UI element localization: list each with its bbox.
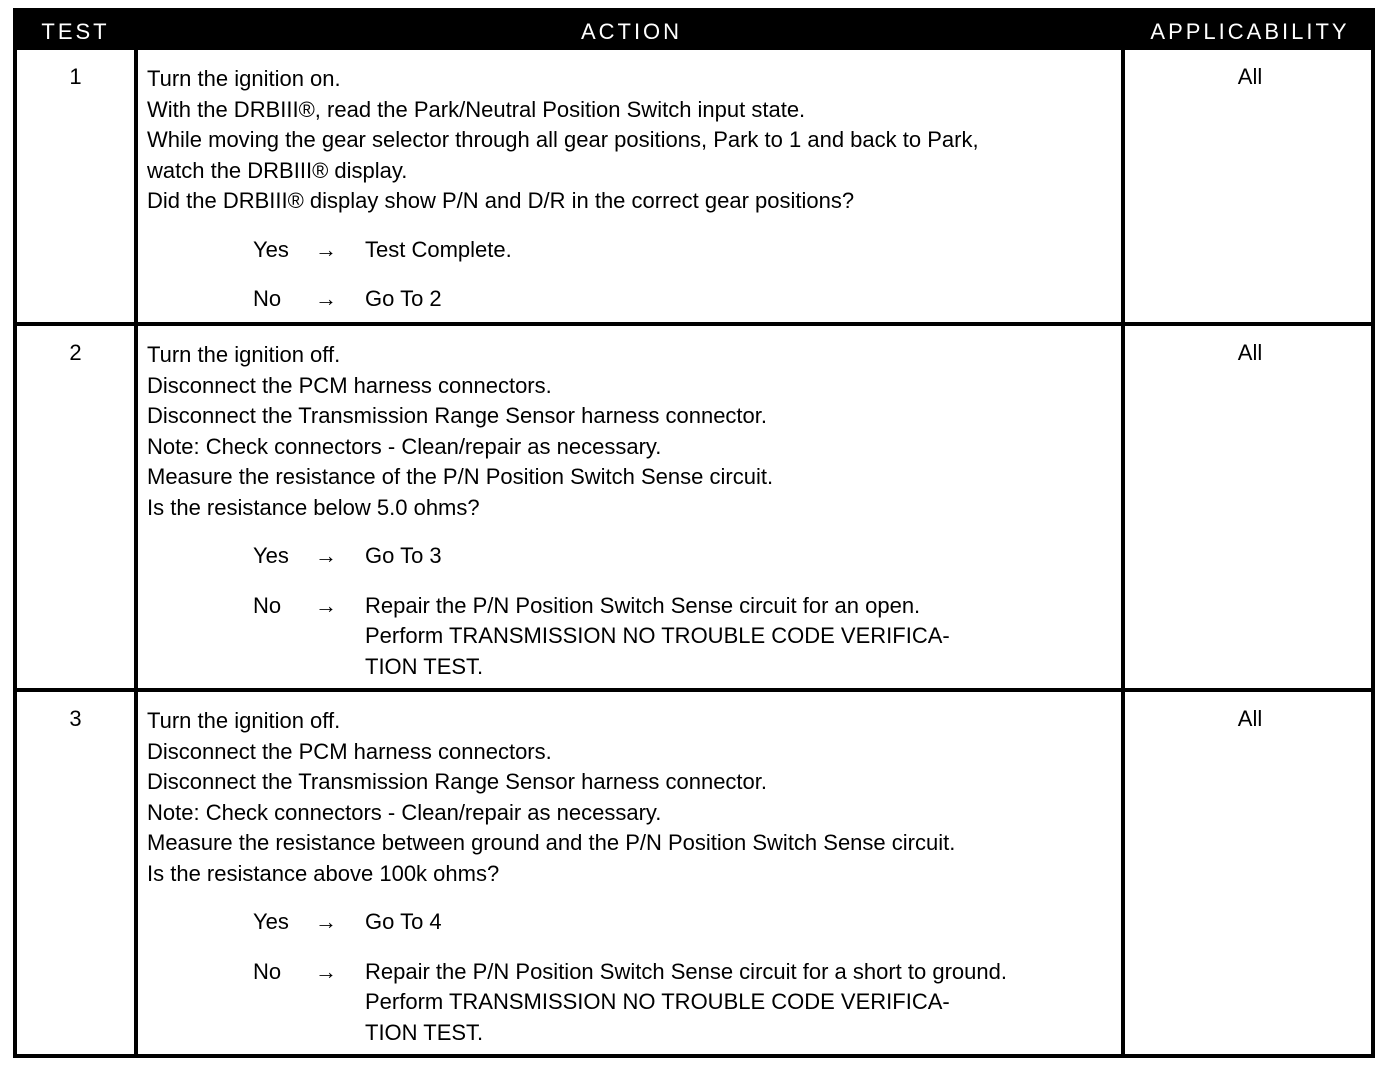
header-test: TEST	[41, 19, 110, 44]
action-step: Disconnect the PCM harness connectors.	[147, 372, 552, 398]
yes-label: Yes	[253, 543, 289, 568]
no-result-continuation: TION TEST.	[365, 1019, 484, 1045]
action-step: While moving the gear selector through all gear positions, Park to 1 and back to Park,	[147, 127, 979, 152]
action-step: Turn the ignition on.	[147, 66, 341, 91]
no-result: Repair the P/N Position Switch Sense circuit for a short to ground.	[365, 958, 1007, 984]
no-label: No	[253, 592, 282, 618]
no-answer	[147, 957, 1115, 988]
arrow-icon: →	[315, 286, 337, 311]
yes-answer	[147, 907, 1115, 938]
arrow-icon: →	[315, 958, 337, 984]
applicability-value: All	[1237, 340, 1263, 365]
applicability-value: All	[1237, 706, 1263, 731]
action-step: Disconnect the PCM harness connectors.	[147, 738, 552, 764]
table-header	[17, 12, 1371, 50]
diagnostic-test-table	[13, 8, 1375, 1058]
test-number: 2	[69, 340, 82, 365]
test-number: 1	[69, 64, 82, 89]
yes-result: Go To 3	[365, 543, 442, 568]
yes-result: Test Complete.	[365, 236, 512, 262]
header-applicability: APPLICABILITY	[1150, 19, 1350, 44]
header-action: ACTION	[580, 19, 683, 44]
action-step: Measure the resistance between ground and the P/N Position Switch Sense circuit.	[147, 830, 956, 855]
no-result: Repair the P/N Position Switch Sense circuit for an open.	[365, 592, 921, 618]
action-step: Measure the resistance of the P/N Position Switch Sense circuit.	[147, 464, 774, 489]
arrow-icon: →	[315, 592, 337, 618]
arrow-icon: →	[315, 236, 337, 262]
no-result: Go To 2	[365, 286, 442, 311]
action-step: Disconnect the Transmission Range Sensor harness connector.	[147, 769, 767, 794]
no-label: No	[253, 958, 282, 984]
no-answer	[147, 284, 1115, 315]
action-step: With the DRBIII®, read the Park/Neutral Position Switch input state.	[147, 96, 806, 122]
no-label: No	[253, 286, 282, 311]
applicability-value: All	[1237, 64, 1263, 89]
table-row	[17, 50, 1371, 322]
no-result-continuation: Perform TRANSMISSION NO TROUBLE CODE VERIFICA-	[365, 989, 950, 1014]
action-step: Note: Check connectors - Clean/repair as necessary.	[147, 433, 662, 459]
action-step: Is the resistance below 5.0 ohms?	[147, 494, 480, 520]
action-cell	[147, 340, 1115, 682]
action-step: Turn the ignition off.	[147, 342, 341, 367]
yes-answer	[147, 541, 1115, 572]
no-result-continuation: TION TEST.	[365, 653, 484, 679]
yes-result: Go To 4	[365, 909, 442, 934]
table-row	[17, 692, 1371, 1054]
arrow-icon: →	[315, 543, 337, 568]
yes-answer	[147, 235, 1115, 266]
action-step: Disconnect the Transmission Range Sensor harness connector.	[147, 403, 767, 428]
action-step: watch the DRBIII® display.	[147, 157, 408, 183]
test-number: 3	[69, 706, 82, 731]
action-step: Turn the ignition off.	[147, 708, 341, 733]
arrow-icon: →	[315, 909, 337, 934]
yes-label: Yes	[253, 909, 289, 934]
action-cell	[147, 64, 1115, 315]
action-step: Note: Check connectors - Clean/repair as necessary.	[147, 799, 662, 825]
no-result-continuation: Perform TRANSMISSION NO TROUBLE CODE VERIFICA-	[365, 623, 950, 648]
action-cell	[147, 706, 1115, 1048]
action-step: Did the DRBIII® display show P/N and D/R in the correct gear positions?	[147, 188, 855, 213]
no-answer	[147, 591, 1115, 622]
yes-label: Yes	[253, 236, 289, 262]
table-row	[17, 326, 1371, 688]
action-step: Is the resistance above 100k ohms?	[147, 860, 500, 886]
